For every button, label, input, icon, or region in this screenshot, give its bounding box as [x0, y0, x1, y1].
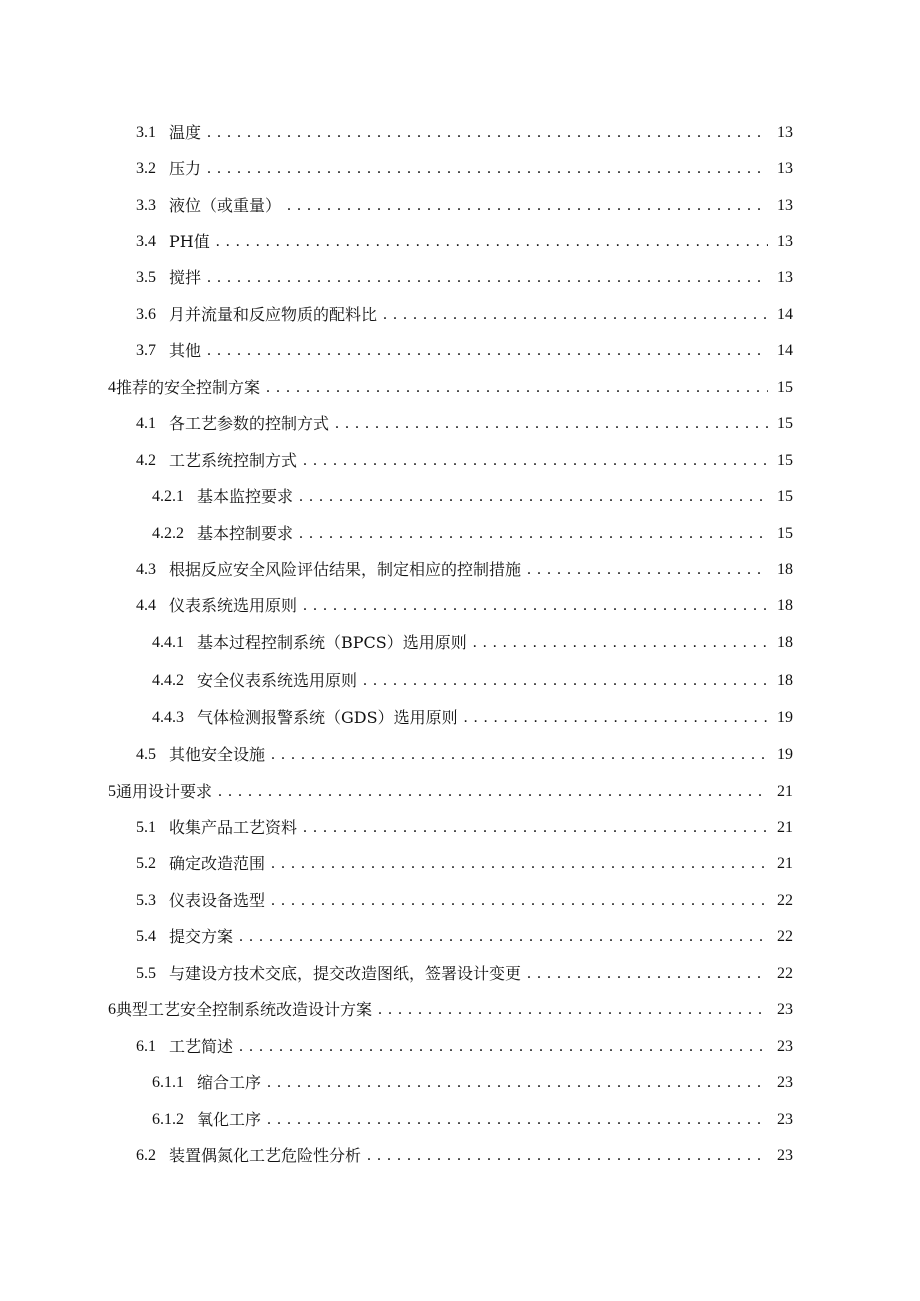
toc-entry-page: 15: [777, 415, 793, 432]
toc-entry-page: 15: [777, 452, 793, 469]
toc-entry-page: 23: [777, 1147, 793, 1164]
toc-entry-title: 气体检测报警系统（GDS）选用原则: [197, 708, 458, 727]
toc-dot-leader: [218, 777, 768, 807]
toc-entry-number: 4.4.2: [152, 672, 184, 689]
toc-entry-title: 推荐的安全控制方案: [116, 378, 261, 397]
toc-entry[interactable]: [152, 1068, 793, 1098]
toc-entry[interactable]: [152, 519, 793, 549]
toc-entry-title: 搅拌: [169, 268, 202, 287]
toc-entry-title: 收集产品工艺资料: [169, 818, 298, 837]
toc-dot-leader: [367, 1141, 768, 1171]
toc-entry-page: 22: [777, 965, 793, 982]
toc-entry-page: 18: [777, 672, 793, 689]
toc-entry-page: 21: [777, 783, 793, 800]
toc-entry-page: 13: [777, 269, 793, 286]
toc-entry-page: 22: [777, 892, 793, 909]
toc-entry-title: 压力: [169, 159, 202, 178]
toc-entry[interactable]: [136, 409, 793, 439]
toc-entry-page: 14: [777, 342, 793, 359]
toc-dot-leader: [271, 740, 768, 770]
toc-entry[interactable]: [136, 300, 793, 330]
toc-entry-title: 根据反应安全风险评估结果，制定相应的控制措施: [169, 560, 522, 579]
toc-entry[interactable]: [136, 446, 793, 476]
toc-entry-page: 15: [777, 379, 793, 396]
toc-entry-number: 3.3: [136, 197, 156, 214]
toc-entry[interactable]: [136, 922, 793, 952]
toc-entry-number: 6.1: [136, 1038, 156, 1055]
toc-entry-page: 22: [777, 928, 793, 945]
toc-dot-leader: [267, 1105, 768, 1135]
toc-dot-leader: [299, 482, 768, 512]
toc-dot-leader: [216, 227, 768, 257]
toc-entry[interactable]: [136, 959, 793, 989]
toc-dot-leader: [266, 373, 768, 403]
toc-entry-title: 确定改造范围: [169, 854, 266, 873]
toc-entry-number: 5.1: [136, 819, 156, 836]
toc-entry-number: 5.3: [136, 892, 156, 909]
toc-entry-number: 4.1: [136, 415, 156, 432]
toc-entry[interactable]: [136, 1032, 793, 1062]
toc-entry-page: 23: [777, 1111, 793, 1128]
toc-dot-leader: [363, 666, 768, 696]
toc-entry-title: 各工艺参数的控制方式: [169, 414, 330, 433]
toc-entry-title: 缩合工序: [197, 1073, 262, 1092]
toc-dot-leader: [527, 555, 768, 585]
toc-entry-title: 其他安全设施: [169, 745, 266, 764]
toc-entry[interactable]: [136, 591, 793, 621]
toc-entry[interactable]: [136, 555, 793, 585]
toc-dot-leader: [303, 591, 768, 621]
toc-entry-page: 13: [777, 197, 793, 214]
toc-entry[interactable]: [136, 740, 793, 770]
toc-entry-title: 装置偶氮化工艺危险性分析: [169, 1146, 362, 1165]
toc-entry-number: 4.2.2: [152, 525, 184, 542]
toc-entry-page: 18: [777, 634, 793, 651]
toc-entry-number: 5.5: [136, 965, 156, 982]
toc-entry-number: 4.5: [136, 746, 156, 763]
toc-entry[interactable]: [136, 813, 793, 843]
toc-entry-page: 18: [777, 597, 793, 614]
toc-entry-page: 23: [777, 1038, 793, 1055]
toc-entry[interactable]: [108, 995, 793, 1025]
toc-entry-page: 21: [777, 819, 793, 836]
toc-entry-title: 液位（或重量）: [169, 196, 282, 215]
toc-entry-number: 5: [108, 783, 116, 800]
toc-entry-title: 典型工艺安全控制系统改造设计方案: [116, 1000, 373, 1019]
toc-dot-leader: [239, 922, 768, 952]
toc-entry[interactable]: [136, 154, 793, 184]
toc-entry-title: 温度: [169, 123, 202, 142]
toc-entry-number: 6: [108, 1001, 116, 1018]
toc-dot-leader: [207, 336, 768, 366]
toc-entry-number: 4.4.1: [152, 634, 184, 651]
toc-entry-number: 4.2.1: [152, 488, 184, 505]
toc-entry-page: 15: [777, 525, 793, 542]
toc-entry-page: 23: [777, 1074, 793, 1091]
toc-dot-leader: [287, 191, 768, 221]
toc-entry-number: 6.2: [136, 1147, 156, 1164]
toc-dot-leader: [271, 849, 768, 879]
toc-dot-leader: [207, 154, 768, 184]
toc-entry[interactable]: [136, 849, 793, 879]
toc-entry-title: 月并流量和反应物质的配料比: [169, 305, 378, 324]
toc-entry[interactable]: [136, 336, 793, 366]
toc-entry-title: 仪表系统选用原则: [169, 596, 298, 615]
toc-entry-number: 4.3: [136, 561, 156, 578]
toc-entry-number: 4.2: [136, 452, 156, 469]
toc-entry-number: 5.2: [136, 855, 156, 872]
toc-entry-title: 通用设计要求: [116, 782, 213, 801]
toc-dot-leader: [207, 263, 768, 293]
toc-entry-page: 21: [777, 855, 793, 872]
toc-entry-title: 工艺系统控制方式: [169, 451, 298, 470]
toc-dot-leader: [271, 886, 768, 916]
toc-dot-leader: [473, 628, 768, 658]
toc-entry-title: 基本监控要求: [197, 487, 294, 506]
toc-entry-page: 15: [777, 488, 793, 505]
toc-dot-leader: [378, 995, 768, 1025]
toc-entry[interactable]: [152, 482, 793, 512]
toc-entry-page: 13: [777, 233, 793, 250]
toc-entry[interactable]: [136, 118, 793, 148]
toc-entry[interactable]: [152, 1105, 793, 1135]
toc-entry-number: 3.4: [136, 233, 156, 250]
toc-entry-title: 与建设方技术交底，提交改造图纸，签署设计变更: [169, 964, 522, 983]
toc-entry-page: 13: [777, 160, 793, 177]
toc-dot-leader: [239, 1032, 768, 1062]
toc-dot-leader: [383, 300, 768, 330]
toc-dot-leader: [299, 519, 768, 549]
toc-entry-title: 仪表设备选型: [169, 891, 266, 910]
toc-entry-page: 23: [777, 1001, 793, 1018]
toc-entry-number: 3.7: [136, 342, 156, 359]
toc-entry-page: 19: [777, 746, 793, 763]
toc-dot-leader: [335, 409, 768, 439]
toc-dot-leader: [527, 959, 768, 989]
toc-entry-page: 14: [777, 306, 793, 323]
toc-entry-number: 4.4.3: [152, 709, 184, 726]
toc-entry-number: 3.6: [136, 306, 156, 323]
toc-entry[interactable]: [152, 628, 793, 658]
toc-entry-title: 安全仪表系统选用原则: [197, 671, 358, 690]
toc-entry-number: 3.1: [136, 124, 156, 141]
toc-entry-title: 基本控制要求: [197, 524, 294, 543]
toc-entry[interactable]: [136, 1141, 793, 1171]
toc-entry-page: 19: [777, 709, 793, 726]
toc-entry[interactable]: [136, 263, 793, 293]
toc-entry-number: 6.1.1: [152, 1074, 184, 1091]
toc-entry[interactable]: [152, 703, 793, 733]
toc-entry[interactable]: [152, 666, 793, 696]
toc-entry[interactable]: [136, 886, 793, 916]
toc-entry-number: 3.2: [136, 160, 156, 177]
toc-entry-title: PH值: [169, 232, 210, 251]
toc-dot-leader: [207, 118, 768, 148]
toc-entry[interactable]: [136, 227, 793, 257]
toc-entry-title: 提交方案: [169, 927, 234, 946]
toc-dot-leader: [303, 446, 768, 476]
toc-dot-leader: [464, 703, 768, 733]
toc-entry[interactable]: [136, 191, 793, 221]
toc-entry-number: 4: [108, 379, 116, 396]
toc-entry-number: 6.1.2: [152, 1111, 184, 1128]
toc-entry-page: 18: [777, 561, 793, 578]
toc-entry-title: 基本过程控制系统（BPCS）选用原则: [197, 633, 467, 652]
toc-entry-title: 氧化工序: [197, 1110, 262, 1129]
toc-entry-number: 4.4: [136, 597, 156, 614]
toc-dot-leader: [303, 813, 768, 843]
toc-entry-title: 其他: [169, 341, 202, 360]
toc-entry-title: 工艺简述: [169, 1037, 234, 1056]
toc-entry-number: 3.5: [136, 269, 156, 286]
toc-entry[interactable]: [108, 777, 793, 807]
toc-entry-number: 5.4: [136, 928, 156, 945]
toc-entry-page: 13: [777, 124, 793, 141]
toc-dot-leader: [267, 1068, 768, 1098]
toc-entry[interactable]: [108, 373, 793, 403]
